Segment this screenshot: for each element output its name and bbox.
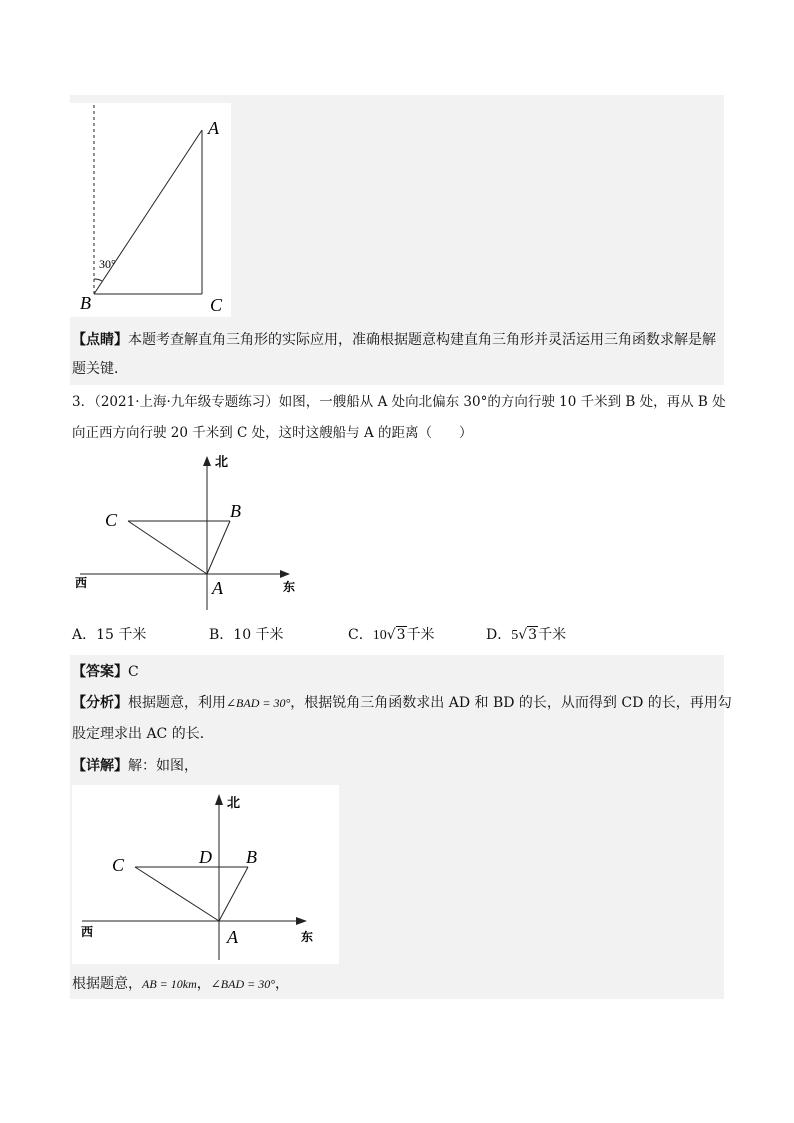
option-b[interactable]: [209, 625, 284, 645]
analysis-math: ∠BAD = 30°: [226, 696, 291, 710]
point-label-b: B: [246, 847, 257, 867]
angle-label: 30°: [99, 257, 116, 271]
segment-ab: [207, 521, 230, 574]
dianjing-line-2: 题关键．: [72, 361, 128, 377]
angle-arc: [94, 279, 102, 281]
option-c-letter: C．: [348, 627, 373, 643]
point-label-b: B: [80, 293, 91, 313]
option-d-letter: D．: [486, 627, 512, 643]
option-c-coef: 10: [372, 628, 387, 643]
detail-text: 解：如图，: [128, 758, 198, 774]
segment-ab: [219, 867, 248, 921]
detail-tag: 【详解】: [72, 758, 128, 774]
dianjing-tag: 【点睛】: [72, 332, 128, 348]
option-c[interactable]: [348, 625, 435, 646]
point-label-c: C: [105, 510, 118, 530]
answer-tag: 【答案】: [72, 664, 128, 680]
point-label-a: A: [212, 578, 223, 598]
point-label-c: C: [210, 295, 223, 315]
option-b-text: 10 千米: [233, 627, 284, 643]
east-label: 东: [301, 930, 314, 944]
west-label: 西: [75, 576, 88, 590]
point-label-b: B: [230, 501, 241, 521]
option-d-coef: 5: [511, 628, 519, 643]
west-label: 西: [81, 925, 94, 939]
analysis-line-2: 股定理求出 AC 的长．: [72, 726, 214, 742]
north-label: 北: [227, 795, 241, 810]
segment-ac: [128, 521, 207, 574]
analysis-line-1: [72, 693, 732, 713]
given-post: ，: [275, 976, 290, 992]
option-d-sqrt: √3: [518, 627, 538, 643]
triangle-figure: [70, 103, 231, 317]
east-arrow: [296, 917, 307, 925]
north-arrow: [203, 456, 211, 466]
east-arrow: [280, 570, 290, 578]
analysis-post: ，根据锐角三角函数求出 AD 和 BD 的长，从而得到 CD 的长，再用勾: [290, 695, 732, 711]
point-label-c: C: [112, 855, 125, 875]
option-d-radicand: 3: [528, 627, 538, 643]
north-label: 北: [215, 454, 229, 469]
given-math-2: ∠BAD = 30°: [210, 977, 276, 991]
answer-value: C: [128, 664, 139, 680]
option-a-letter: A．: [72, 627, 97, 643]
option-c-sqrt: √3: [386, 627, 406, 643]
given-math-1: AB = 10km: [142, 977, 197, 991]
option-b-letter: B．: [209, 627, 234, 643]
detail-figure: [72, 785, 339, 964]
question-figure: [70, 450, 310, 615]
question-line-2: 向正西方向行驶 20 千米到 C 处，这时这艘船与 A 的距离（ ）: [72, 425, 473, 441]
point-label-a: A: [208, 118, 219, 138]
option-c-radicand: 3: [396, 627, 406, 643]
option-d[interactable]: [486, 625, 566, 646]
dianjing-text-1: 本题考查解直角三角形的实际应用，准确根据题意构建直角三角形并灵活运用三角函数求解是解: [128, 332, 716, 348]
point-label-d: D: [199, 847, 212, 867]
segment-ac: [135, 867, 219, 921]
given-sep: ，: [196, 976, 211, 992]
given-line: [72, 974, 289, 994]
analysis-tag: 【分析】: [72, 695, 128, 711]
analysis-pre: 根据题意，利用: [128, 695, 226, 711]
east-label: 东: [283, 580, 296, 594]
detail-line: [72, 756, 198, 776]
option-a-text: 15 千米: [96, 627, 147, 643]
triangle-diagram: [70, 103, 231, 317]
dianjing-line-1: [72, 330, 716, 350]
point-label-a: A: [227, 927, 238, 947]
option-d-unit: 千米: [538, 627, 567, 643]
given-pre: 根据题意，: [72, 976, 142, 992]
north-arrow: [215, 794, 223, 805]
detail-compass-diagram: [72, 785, 339, 964]
option-a[interactable]: [72, 625, 146, 645]
compass-diagram: [70, 450, 310, 615]
option-c-unit: 千米: [406, 627, 435, 643]
answer-line: [72, 662, 139, 682]
question-line-1: 3．（2021·上海·九年级专题练习）如图，一艘船从 A 处向北偏东 30°的方向行驶 10 千米到 B 处，再从 B 处: [72, 394, 726, 410]
